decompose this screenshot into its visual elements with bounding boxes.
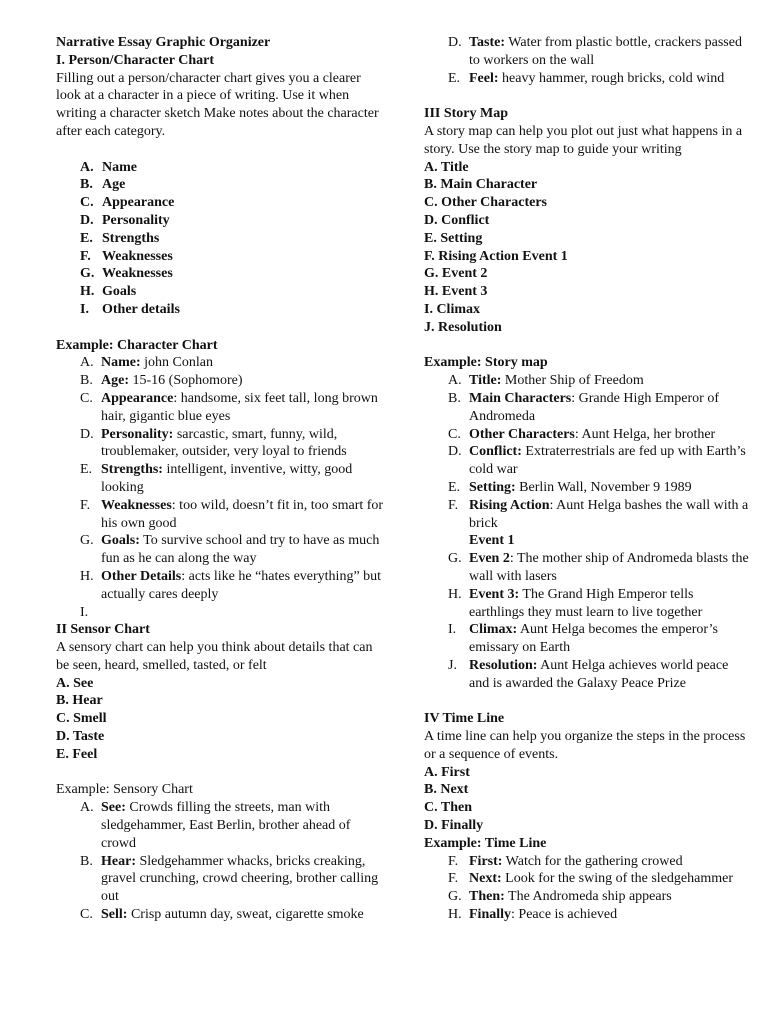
list-item: E. Setting: [424, 230, 483, 246]
section-heading-time-line: IV Time Line: [424, 711, 505, 727]
example-heading-time-line: Example: Time Line: [424, 835, 547, 851]
left-column: [56, 34, 386, 924]
list-item: H. Goals: [80, 284, 137, 300]
list-item: C. Appearance: handsome, six feet tall, long brown hair, gigantic blue eyes: [80, 390, 378, 424]
list-item: B. Age: 15-16 (Sophomore): [80, 373, 243, 389]
list-item: G. Weaknesses: [80, 266, 173, 282]
list-item: B. Hear: [56, 693, 103, 709]
list-item: B. Age: [80, 177, 126, 193]
example-heading-sensory-chart: Example: Sensory Chart: [56, 782, 193, 798]
list-item: H. Event 3: The Grand High Emperor tells earthlings they must learn to live together: [448, 586, 703, 620]
list-item: D. Taste: [56, 729, 105, 745]
list-item: D. Personality: sarcastic, smart, funny, wild, troublemaker, outsider, very loyal to friends: [80, 426, 347, 460]
list-item: F. Rising Action Event 1: [424, 248, 568, 264]
time-line-categories: [424, 764, 750, 835]
list-item: C. Smell: [56, 711, 107, 727]
sensory-chart-example: [56, 799, 386, 924]
list-item: I. Other details: [80, 301, 180, 317]
list-item: F. Weaknesses: too wild, doesn’t fit in, too smart for his own good: [80, 497, 384, 531]
list-item: D. Conflict: [424, 212, 490, 228]
list-item: D. Conflict: Extraterrestrials are fed up with Earth’s cold war: [448, 444, 746, 478]
character-chart-categories: [56, 159, 386, 319]
list-item: I. Climax: Aunt Helga becomes the emperor’s emissary on Earth: [448, 622, 718, 656]
example-heading-character-chart: Example: Character Chart: [56, 337, 218, 353]
section-intro-time-line: A time line can help you organize the steps in the process or a sequence of events.: [424, 729, 746, 762]
list-item: G. Goals: To survive school and try to have as much fun as he can along the way: [80, 533, 380, 567]
list-item: B. Main Character: [424, 177, 538, 193]
list-item: E. Strengths: intelligent, inventive, witty, good looking: [80, 462, 353, 495]
list-item: C. Sell: Crisp autumn day, sweat, cigarette smoke: [80, 907, 364, 923]
section-heading-character-chart: I. Person/Character Chart: [56, 52, 214, 68]
list-item: A. Name: john Conlan: [80, 355, 213, 371]
list-item: I.: [80, 604, 89, 620]
list-item: A. See: [56, 675, 94, 691]
list-item: G. Even 2: The mother ship of Andromeda blasts the wall with lasers: [448, 551, 749, 584]
list-item: C. Then: [424, 800, 472, 816]
list-item: A. See: Crowds filling the streets, man with sledgehammer, East Berlin, brother ahead of crowd: [80, 800, 351, 851]
list-item: H. Other Details: acts like he “hates everything” but actually cares deeply: [80, 568, 382, 602]
list-item: A. Title: [424, 159, 469, 175]
list-item: C. Other Characters: Aunt Helga, her brother: [448, 426, 716, 442]
list-item: F. First: Watch for the gathering crowed: [448, 853, 683, 869]
list-item: J. Resolution: [424, 319, 502, 335]
list-item: C. Other Characters: [424, 195, 547, 211]
list-item: I. Climax: [424, 301, 480, 317]
list-item: E. Feel: [56, 746, 98, 762]
list-item: H. Event 3: [424, 284, 488, 300]
document-title: Narrative Essay Graphic Organizer: [56, 35, 271, 50]
list-item: D. Finally: [424, 818, 484, 834]
section-intro-story-map: A story map can help you plot out just what happens in a story. Use the story map to guide your writing: [424, 123, 743, 157]
list-item: D. Personality: [80, 212, 170, 228]
section-intro-character-chart: Filling out a person/character chart gives you a clearer look at a character in a piece of writing. Use it when writing a character sketch Make notes about the character after each category.: [56, 70, 379, 139]
section-heading-sensor-chart: II Sensor Chart: [56, 622, 150, 638]
list-item: F. Rising Action: Aunt Helga bashes the wall with a brick Event 1: [448, 497, 749, 549]
section-intro-sensor-chart: A sensory chart can help you think about details that can be seen, heard, smelled, tasted, or felt: [56, 640, 373, 673]
story-map-categories: [424, 159, 750, 337]
right-column: [424, 34, 750, 924]
list-item: F. Weaknesses: [80, 248, 173, 264]
list-item: D. Taste: Water from plastic bottle, crackers passed to workers on the wall: [448, 35, 742, 68]
sensor-chart-categories: [56, 675, 386, 764]
list-item: G. Then: The Andromeda ship appears: [448, 889, 672, 905]
list-item: E. Setting: Berlin Wall, November 9 1989: [448, 479, 692, 495]
list-item: A. Name: [80, 159, 137, 175]
list-item: B. Hear: Sledgehammer whacks, bricks creaking, gravel crunching, crowd cheering, brother calling out: [80, 853, 379, 905]
story-map-example: [424, 372, 750, 692]
list-item: J. Resolution: Aunt Helga achieves world peace and is awarded the Galaxy Peace Prize: [448, 657, 729, 691]
list-item: A. Title: Mother Ship of Freedom: [448, 373, 644, 389]
section-heading-story-map: III Story Map: [424, 106, 509, 122]
list-item: G. Event 2: [424, 266, 488, 282]
list-item: F. Next: Look for the swing of the sledgehammer: [448, 871, 733, 887]
list-item: B. Next: [424, 782, 469, 798]
example-heading-story-map: Example: Story map: [424, 355, 548, 371]
list-item: H. Finally: Peace is achieved: [448, 907, 618, 923]
time-line-example: [424, 853, 750, 924]
list-item: E. Strengths: [80, 230, 160, 246]
list-item: E. Feel: heavy hammer, rough bricks, cold wind: [448, 70, 725, 86]
list-item: B. Main Characters: Grande High Emperor of Andromeda: [448, 390, 719, 424]
sensory-chart-example-continued: [424, 34, 750, 87]
list-item: A. First: [424, 764, 470, 780]
character-chart-example: [56, 354, 386, 621]
list-item: C. Appearance: [80, 195, 175, 211]
